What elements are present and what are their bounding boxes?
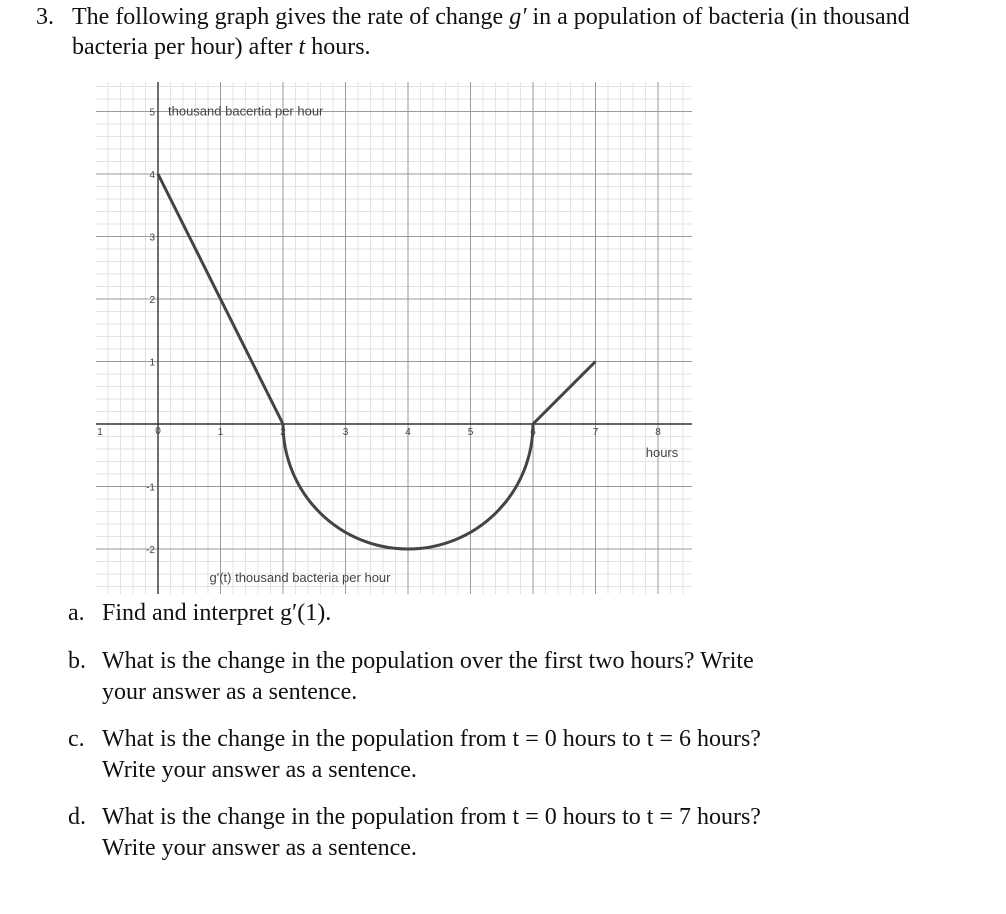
y-tick-label: 1 (149, 357, 155, 369)
x-tick-label: 2 (280, 427, 286, 438)
rate-graph-svg (96, 82, 692, 594)
curve-label: g'(t) thousand bacteria per hour (209, 570, 391, 585)
x-tick-label: 0 (155, 426, 161, 437)
y-tick-label: -2 (146, 545, 155, 556)
y-tick-label: 3 (149, 232, 155, 244)
part-text-line: What is the change in the population over the first two hours? Write (102, 648, 754, 674)
x-tick-label: 6 (530, 427, 536, 438)
x-tick-label: 8 (655, 427, 661, 438)
part-label: c. (68, 726, 85, 752)
stem-text-1: The following graph gives the rate of change (72, 4, 510, 30)
x-tick-label: 1 (97, 427, 103, 438)
y-tick-label: 4 (149, 170, 155, 181)
part-label: d. (68, 804, 86, 830)
x-tick-label: 5 (467, 427, 474, 438)
part-text-line: Write your answer as a sentence. (102, 757, 417, 783)
stem-text-2: in a population of bacteria (in thousand bacteria per hour) after (72, 4, 910, 60)
x-tick-label: 4 (405, 427, 411, 438)
graph-background (96, 82, 692, 594)
x-tick-label: 3 (342, 427, 349, 438)
part-label: a. (68, 600, 85, 626)
rate-graph (96, 82, 692, 594)
part-text-line: What is the change in the population from t = 0 hours to t = 6 hours? (102, 726, 761, 752)
x-tick-label: 7 (592, 427, 599, 438)
y-tick-label: 5 (149, 107, 155, 119)
stem-symbol-gprime: g′ (509, 4, 527, 30)
problem-number: 3. (36, 4, 54, 30)
x-tick-label: 1 (217, 427, 224, 438)
part-text (102, 646, 902, 708)
part-text (102, 724, 902, 786)
stem-var-t: t (298, 34, 306, 60)
y-tick-label: 2 (149, 295, 155, 306)
part-text (102, 802, 902, 864)
problem-stem (72, 2, 932, 62)
stem-text-3: hours. (305, 34, 371, 60)
part-text-line: Find and interpret g′(1). (102, 600, 332, 626)
part-text-line: What is the change in the population from t = 0 hours to t = 7 hours? (102, 804, 761, 830)
part-label: b. (68, 648, 86, 674)
part-text (102, 598, 902, 629)
x-axis-label: hours (645, 445, 679, 460)
part-text-line: Write your answer as a sentence. (102, 835, 417, 861)
part-text-line: your answer as a sentence. (102, 679, 358, 705)
y-tick-label: -1 (146, 482, 155, 494)
y-axis-label: thousand bacertia per hour (168, 103, 324, 119)
